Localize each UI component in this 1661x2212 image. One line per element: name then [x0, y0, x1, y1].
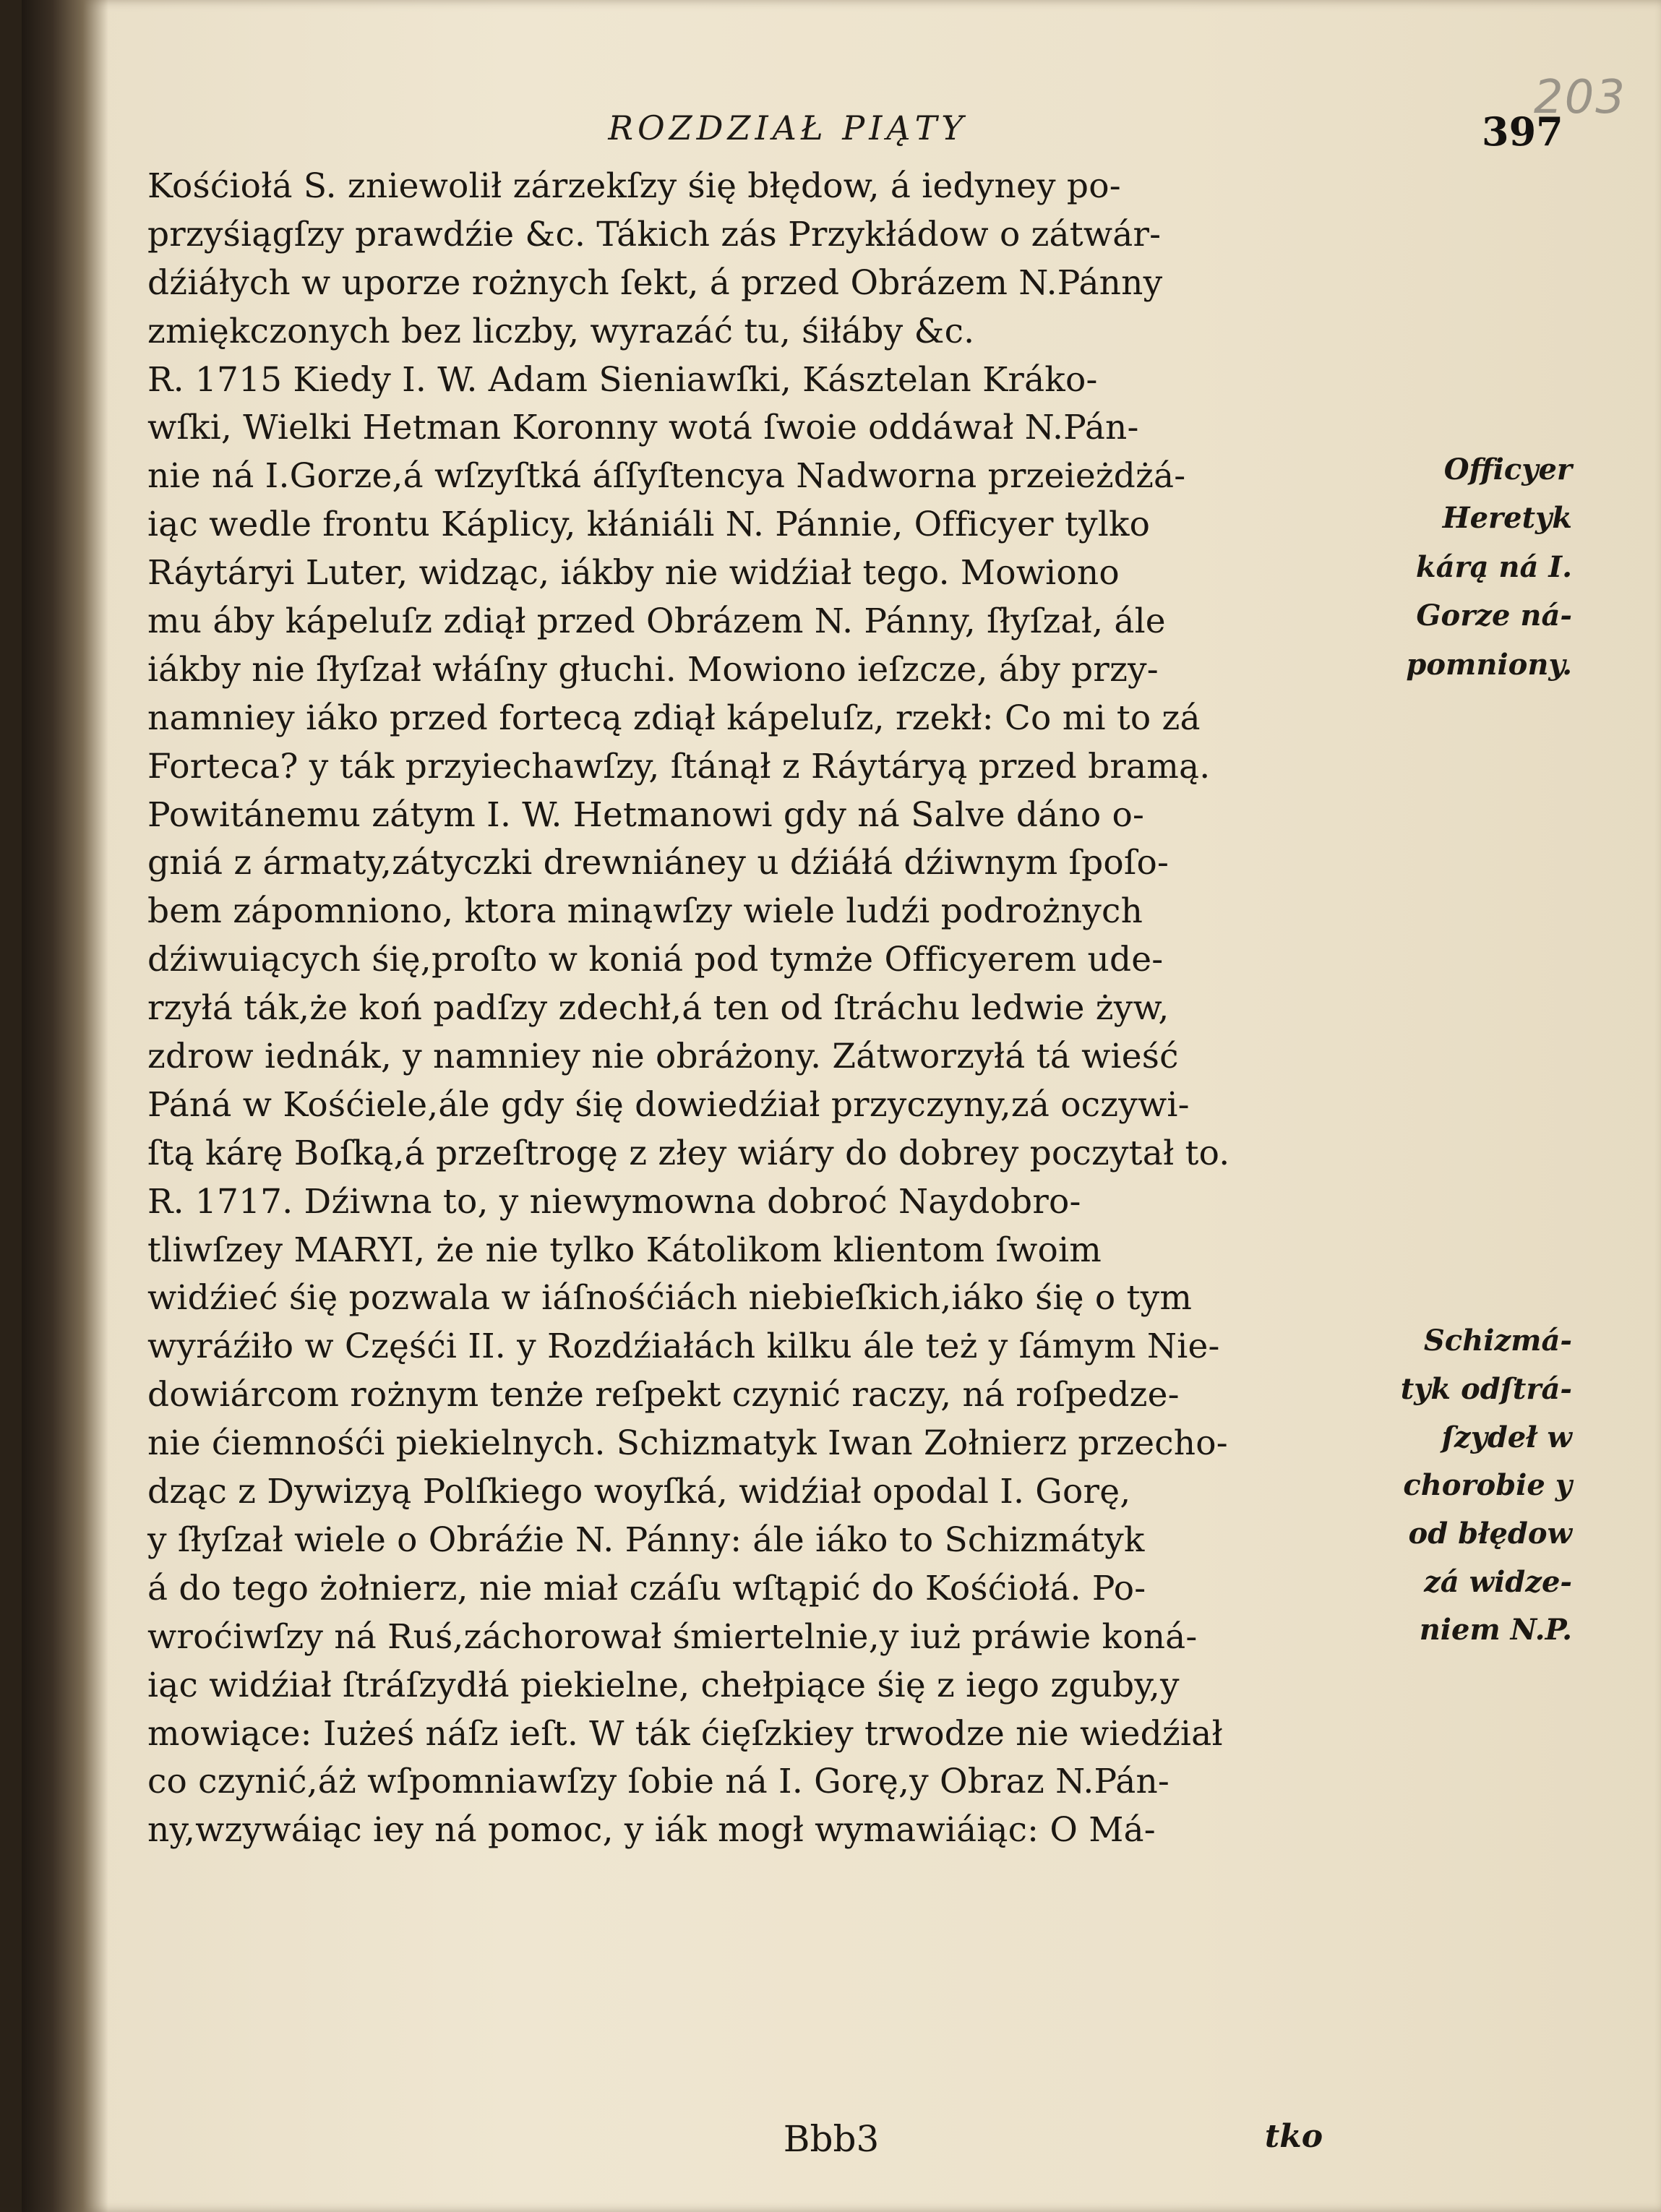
text-line: iąc wedle frontu Káplicy, kłániáli N. Pánnie, Officyer tylko: [147, 505, 1151, 545]
text-line: Forteca? y ták przyiechawſzy, ſtánął z Ráytáryą przed bramą.: [147, 746, 1211, 786]
text-line: wroćiwſzy ná Ruś,záchorował śmiertelnie,y iuż práwie koná-: [147, 1616, 1198, 1657]
foliation-number: 203: [1533, 71, 1626, 124]
text-line: nie ná I.Gorze,á wſzyſtká áſſyſtencya Nadworna przeieżdżá-: [147, 456, 1186, 497]
text-line: dowiárcom rożnym tenże reſpekt czynić raczy, ná roſpedze-: [147, 1375, 1180, 1415]
text-line: wyráźiło w Częśći II. y Rozdźiałách kilku ále też y ſámym Nie-: [147, 1326, 1220, 1367]
text-line: wſki, Wielki Hetman Koronny wotá ſwoie oddáwał N.Pán-: [147, 408, 1139, 448]
running-head: ROZDZIAŁ PIĄTY: [608, 108, 968, 147]
text-line: Ráytáryi Luter, widząc, iákby nie widźiał tego. Mowiono: [147, 553, 1120, 593]
margin-note: Schizmá-: [1423, 1324, 1572, 1358]
text-line: ſtą kárę Boſką,á przeſtrogę z złey wiáry do dobrey poczytał to.: [147, 1133, 1230, 1173]
margin-note: chorobie y: [1403, 1468, 1572, 1502]
text-line: namniey iáko przed fortecą zdiął kápeluſz, rzekł: Co mi to zá: [147, 698, 1201, 738]
book-page: [22, 0, 1661, 2212]
text-line: iąc widźiał ſtráſzydłá piekielne, chełpiące śię z iego zguby,y: [147, 1665, 1180, 1705]
margin-note: Heretyk: [1442, 501, 1572, 535]
text-line: nie ćiemnośći piekielnych. Schizmatyk Iwan Zołnierz przecho-: [147, 1423, 1228, 1464]
text-line: widźieć śię pozwala w iáſnośćiách niebieſkich,iáko śię o tym: [147, 1278, 1193, 1319]
text-line: rzyłá ták,że koń padſzy zdechł,á ten od ſtráchu ledwie żyw,: [147, 988, 1169, 1029]
text-line: zmiękczonych bez liczby, wyrazáć tu, śiłáby &c.: [147, 311, 975, 351]
catchword: tko: [1264, 2118, 1323, 2155]
text-line: zdrow iednák, y namniey nie obráżony. Zátworzyłá tá wieść: [147, 1037, 1179, 1077]
text-line: iákby nie ſłyſzał włáſny głuchi. Mowiono ieſzcze, áby przy-: [147, 649, 1159, 690]
body-text: [147, 163, 1391, 1855]
margin-note: Officyer: [1443, 453, 1572, 486]
text-line: y ſłyſzał wiele o Obráźie N. Pánny: ále iáko to Schizmátyk: [147, 1519, 1145, 1560]
margin-note: niem N.P.: [1419, 1613, 1572, 1647]
margin-note: zá widze-: [1424, 1565, 1572, 1599]
margin-note: kárą ná I.: [1415, 550, 1572, 584]
margin-note: tyk odſtrá-: [1400, 1372, 1572, 1406]
text-line: tliwſzey MARYI, że nie tylko Kátolikom klientom ſwoim: [147, 1230, 1102, 1270]
text-line: co czynić,áż wſpomniawſzy ſobie ná I. Gorę,y Obraz N.Pán-: [147, 1762, 1170, 1802]
page-number: 397: [1482, 108, 1563, 155]
text-line: przyśiągſzy prawdźie &c. Tákich zás Przykłádow o zátwár-: [147, 214, 1162, 254]
text-line: Kośćiołá S. zniewolił zárzekſzy śię błędow, á iedyney po-: [147, 166, 1121, 206]
text-line: Páná w Kośćiele,ále gdy śię dowiedźiał przyczyny,zá oczywi-: [147, 1084, 1190, 1125]
text-line: dźiáłych w uporze rożnych ſekt, á przed Obrázem N.Pánny: [147, 262, 1163, 303]
margin-note: pomniony.: [1406, 648, 1572, 682]
text-line: Powitánemu zátym I. W. Hetmanowi gdy ná Salve dáno o-: [147, 794, 1145, 835]
text-line: bem zápomniono, ktora minąwſzy wiele ludźi podrożnych: [147, 891, 1143, 932]
text-line: R. 1715 Kiedy I. W. Adam Sieniawſki, Kásztelan Kráko-: [147, 359, 1098, 400]
signature-mark: Bbb3: [783, 2118, 880, 2160]
text-line: gniá z ármaty,zátyczki drewniáney u dźiáłá dźiwnym ſpoſo-: [147, 843, 1169, 883]
text-line: mowiące: Iużeś náſz ieſt. W ták ćięſzkiey trwodze nie wiedźiał: [147, 1713, 1223, 1754]
text-line: ny,wzywáiąc iey ná pomoc, y iák mogł wymawiáiąc: O Má-: [147, 1810, 1156, 1851]
book-binding: [22, 0, 108, 2212]
margin-note: ſzydeł w: [1441, 1420, 1572, 1454]
text-line: á do tego żołnierz, nie miał czáſu wſtąpić do Kośćiołá. Po-: [147, 1568, 1146, 1608]
margin-note: Gorze ná-: [1416, 599, 1572, 633]
text-line: R. 1717. Dźiwna to, y niewymowna dobroć Naydobro-: [147, 1181, 1081, 1222]
text-line: dząc z Dywizyą Polſkiego woyſká, widźiał opodal I. Gorę,: [147, 1472, 1131, 1512]
text-line: dźiwuiących śię,proſto w koniá pod tymże Officyerem ude-: [147, 940, 1164, 980]
margin-note: od błędow: [1408, 1517, 1572, 1551]
text-line: mu áby kápeluſz zdiął przed Obrázem N. Pánny, ſłyſzał, ále: [147, 601, 1166, 642]
